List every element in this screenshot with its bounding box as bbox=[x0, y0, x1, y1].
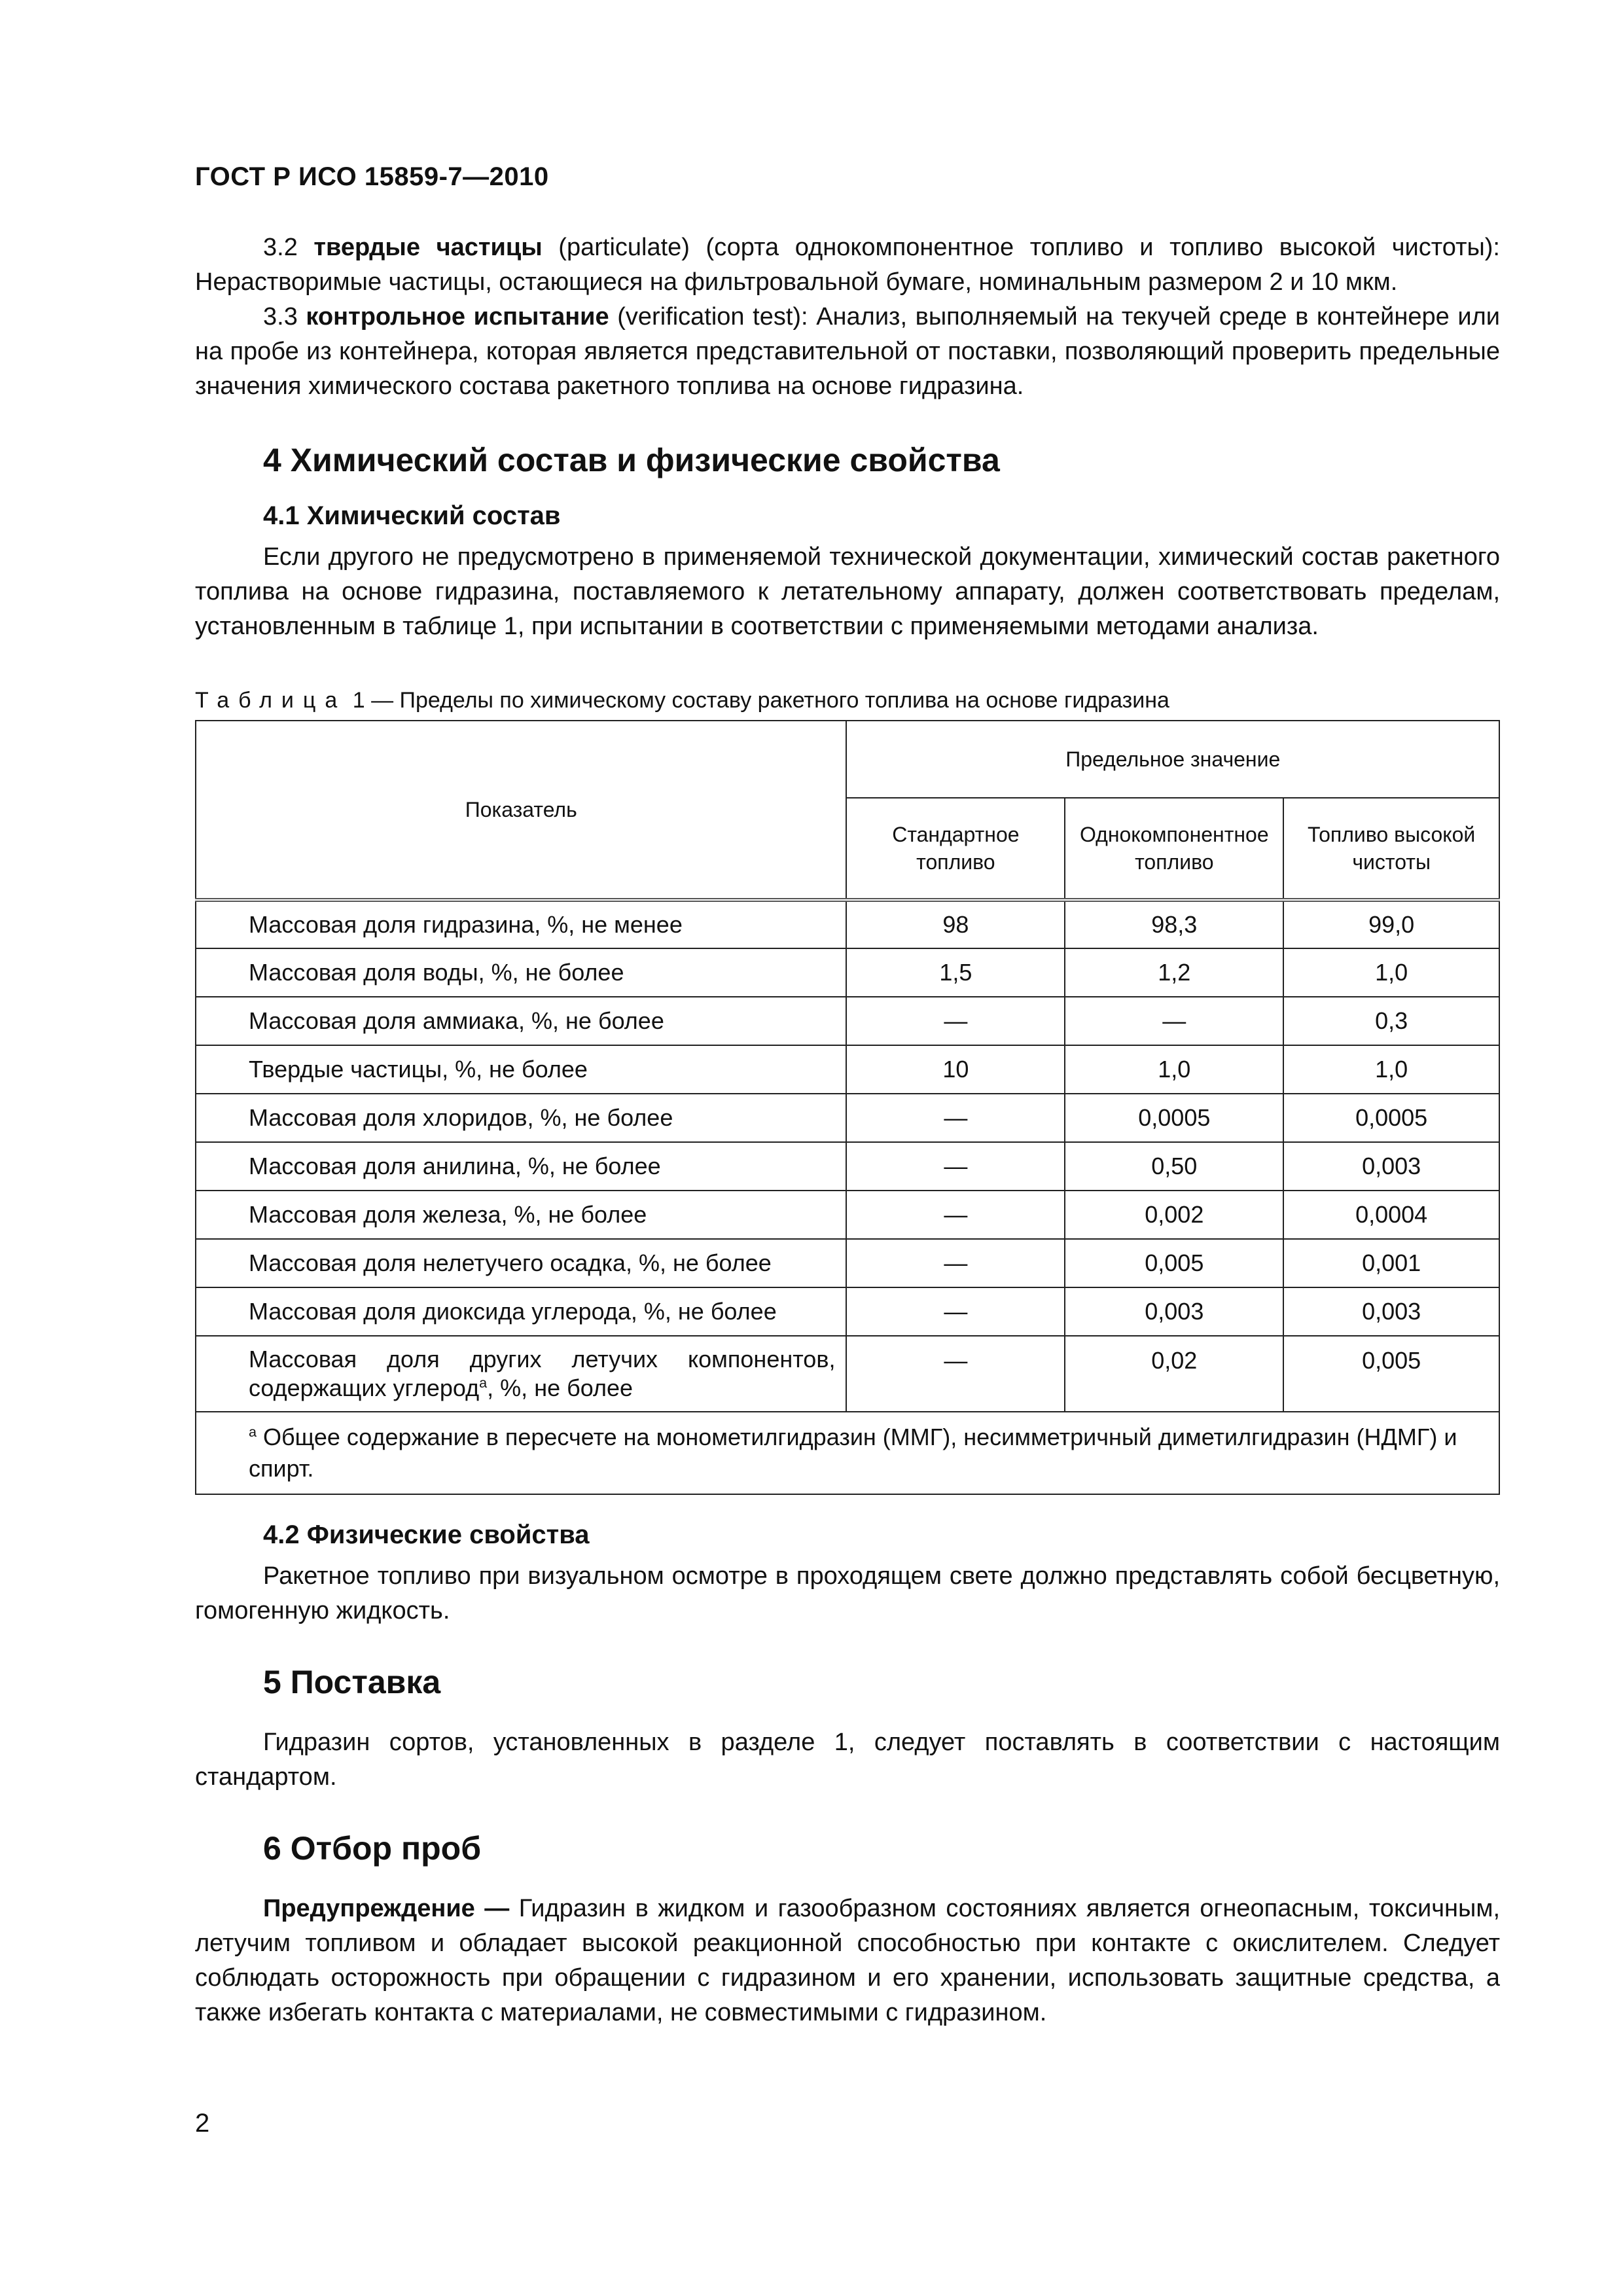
table-row bbox=[196, 1045, 1499, 1094]
row-mono: 0,02 bbox=[1065, 1336, 1283, 1412]
header-high-purity-fuel: Топливо высокой чистоты bbox=[1283, 798, 1499, 900]
header-standard-fuel: Стандартное топливо bbox=[846, 798, 1065, 900]
section-6-title: 6 Отбор проб bbox=[263, 1830, 482, 1867]
table-row bbox=[196, 1142, 1499, 1191]
row-name: Массовая доля диоксида углерода, %, не более bbox=[196, 1287, 846, 1336]
table-row bbox=[196, 948, 1499, 997]
row-name bbox=[196, 1336, 846, 1412]
document-header: ГОСТ Р ИСО 15859-7—2010 bbox=[195, 162, 549, 191]
row-standard: — bbox=[846, 1191, 1065, 1239]
page-number: 2 bbox=[195, 2109, 210, 2138]
row-mono: — bbox=[1065, 997, 1283, 1045]
definition-term: твердые частицы bbox=[313, 234, 543, 261]
row-name: Массовая доля аммиака, %, не более bbox=[196, 997, 846, 1045]
section-6-warning bbox=[195, 1892, 1500, 2030]
row-name: Массовая доля железа, %, не более bbox=[196, 1191, 846, 1239]
row-high: 0,005 bbox=[1283, 1336, 1499, 1412]
section-4-2-text: Ракетное топливо при визуальном осмотре в проходящем свете должно представлять собой бесцветную, гомогенную жидкость. bbox=[195, 1562, 1500, 1624]
section-4-1-text: Если другого не предусмотрено в применяемой технической документации, химический состав ракетного топлива на основе гидразина, поставляемого к летательному аппарату, должен соответствовать пределам, установленным в таблице 1, при испытании в соответствии с применяемыми методами анализа. bbox=[195, 543, 1500, 640]
header-mono-fuel: Однокомпонентное топливо bbox=[1065, 798, 1283, 900]
row-high: 0,001 bbox=[1283, 1239, 1499, 1287]
row-high: 0,3 bbox=[1283, 997, 1499, 1045]
table-row bbox=[196, 1239, 1499, 1287]
row-standard: — bbox=[846, 997, 1065, 1045]
table-row bbox=[196, 1336, 1499, 1412]
section-4-1-title: 4.1 Химический состав bbox=[263, 501, 561, 530]
definition-term: контрольное испытание bbox=[306, 303, 609, 331]
definition-3-2 bbox=[195, 230, 1500, 300]
table-footnote bbox=[196, 1412, 1499, 1494]
row-mono: 0,002 bbox=[1065, 1191, 1283, 1239]
header-limit-value: Предельное значение bbox=[846, 721, 1499, 798]
table-1 bbox=[195, 720, 1500, 1495]
row-name: Твердые частицы, %, не более bbox=[196, 1045, 846, 1094]
row-name: Массовая доля анилина, %, не более bbox=[196, 1142, 846, 1191]
row-mono: 98,3 bbox=[1065, 900, 1283, 948]
table-1-caption bbox=[195, 686, 1500, 715]
row-name: Массовая доля гидразина, %, не менее bbox=[196, 900, 846, 948]
table-row bbox=[196, 1094, 1499, 1142]
row-mono: 1,0 bbox=[1065, 1045, 1283, 1094]
section-5-text: Гидразин сортов, установленных в разделе 1, следует поставлять в соответствии с настоящим стандартом. bbox=[195, 1729, 1500, 1791]
row-standard: — bbox=[846, 1094, 1065, 1142]
row-high: 1,0 bbox=[1283, 948, 1499, 997]
row-high: 99,0 bbox=[1283, 900, 1499, 948]
section-4-2-title: 4.2 Физические свойства bbox=[263, 1520, 590, 1549]
footnote-text: Общее содержание в пересчете на монометилгидразин (ММГ), несимметричный диметилгидразин (НДМГ) и спирт. bbox=[249, 1424, 1457, 1482]
row-mono: 1,2 bbox=[1065, 948, 1283, 997]
row-high: 0,003 bbox=[1283, 1142, 1499, 1191]
row-mono: 0,50 bbox=[1065, 1142, 1283, 1191]
table-caption-label: Таблица bbox=[195, 688, 347, 713]
section-4-title: 4 Химический состав и физические свойства bbox=[263, 442, 1000, 478]
section-5-title: 5 Поставка bbox=[263, 1664, 441, 1700]
row-name-part: Массовая доля других летучих компонентов, содержащих углерод bbox=[249, 1346, 836, 1401]
definition-3-3 bbox=[195, 300, 1500, 404]
table-row bbox=[196, 1191, 1499, 1239]
row-name: Массовая доля хлоридов, %, не более bbox=[196, 1094, 846, 1142]
row-standard: — bbox=[846, 1287, 1065, 1336]
warning-label: Предупреждение — bbox=[263, 1895, 510, 1922]
row-mono: 0,0005 bbox=[1065, 1094, 1283, 1142]
page-content bbox=[195, 230, 1500, 2030]
row-mono: 0,003 bbox=[1065, 1287, 1283, 1336]
footnote-mark: а bbox=[249, 1424, 257, 1440]
table-row bbox=[196, 997, 1499, 1045]
footnote-ref: а bbox=[479, 1374, 488, 1391]
row-high: 0,003 bbox=[1283, 1287, 1499, 1336]
row-high: 1,0 bbox=[1283, 1045, 1499, 1094]
row-standard: — bbox=[846, 1239, 1065, 1287]
table-row bbox=[196, 900, 1499, 948]
row-standard: — bbox=[846, 1142, 1065, 1191]
row-name-part: , %, не более bbox=[487, 1374, 633, 1401]
row-name: Массовая доля нелетучего осадка, %, не более bbox=[196, 1239, 846, 1287]
definition-text: (particulate) (сорта однокомпонентное топливо и топливо высокой чистоты): Нерастворимые частицы, остающиеся на фильтровальной бумаге, номинальным размером 2 и 10 мкм. bbox=[195, 234, 1500, 296]
warning-text: Гидразин в жидком и газообразном состояниях является огнеопасным, токсичным, летучим топливом и обладает высокой реакционной способностью при контакте с окислителем. Следует соблюдать осторожность при обращении с гидразином и его хранении, использовать защитные средства, а также избегать контакта с материалами, не совместимыми с гидразином. bbox=[195, 1895, 1501, 2026]
row-mono: 0,005 bbox=[1065, 1239, 1283, 1287]
definition-number: 3.2 bbox=[263, 234, 298, 261]
definition-number: 3.3 bbox=[263, 303, 298, 331]
row-name: Массовая доля воды, %, не более bbox=[196, 948, 846, 997]
table-row bbox=[196, 1287, 1499, 1336]
row-high: 0,0005 bbox=[1283, 1094, 1499, 1142]
row-high: 0,0004 bbox=[1283, 1191, 1499, 1239]
row-standard: 10 bbox=[846, 1045, 1065, 1094]
row-standard: 1,5 bbox=[846, 948, 1065, 997]
table-caption-text: 1 — Пределы по химическому составу ракетного топлива на основе гидразина bbox=[346, 688, 1169, 713]
row-standard: — bbox=[846, 1336, 1065, 1412]
row-standard: 98 bbox=[846, 900, 1065, 948]
header-indicator: Показатель bbox=[196, 721, 846, 900]
definition-text: (verification test): Анализ, выполняемый на текучей среде в контейнере или на пробе из контейнера, которая является представительной от поставки, позволяющий проверить предельные значения химического состава ракетного топлива на основе гидразина. bbox=[195, 303, 1500, 400]
